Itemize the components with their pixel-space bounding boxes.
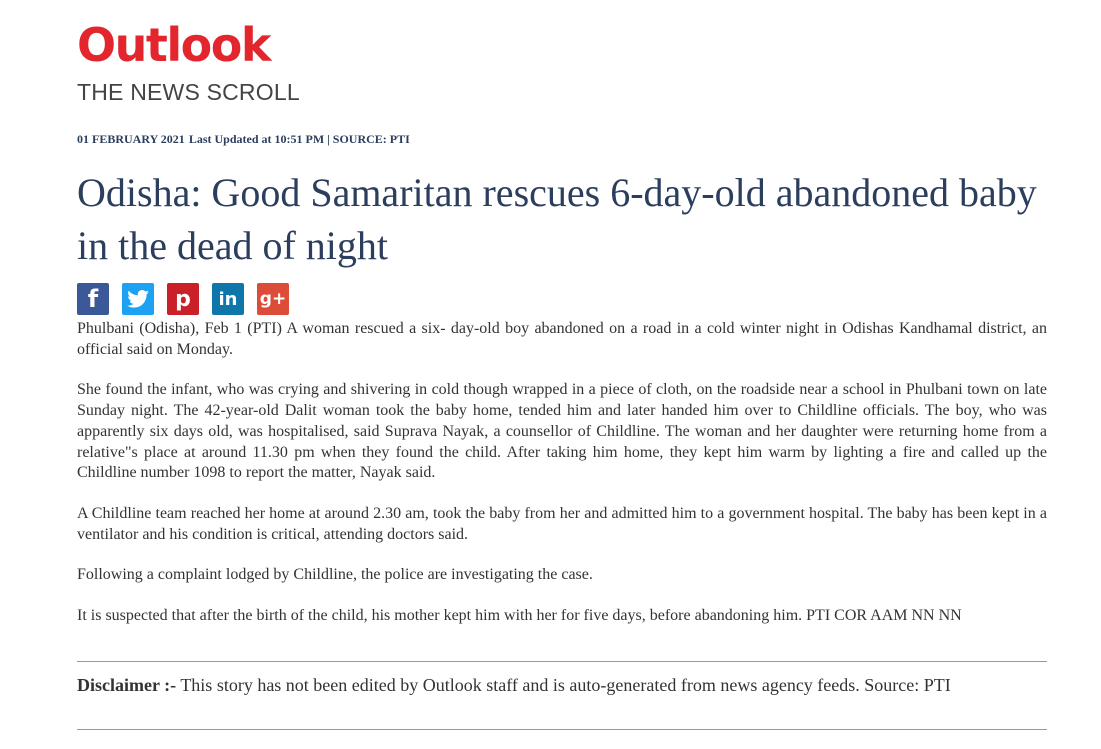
pinterest-icon[interactable]: p bbox=[167, 283, 199, 315]
paragraph: Following a complaint lodged by Childline, the police are investigating the case. bbox=[77, 566, 593, 584]
publish-date: 01 FEBRUARY 2021 bbox=[77, 132, 185, 146]
google-plus-icon[interactable]: g+ bbox=[257, 283, 289, 315]
facebook-icon[interactable]: f bbox=[77, 283, 109, 315]
linkedin-icon[interactable]: in bbox=[212, 283, 244, 315]
share-bar bbox=[77, 283, 289, 315]
updated-source: Last Updated at 10:51 PM | SOURCE: PTI bbox=[188, 132, 410, 146]
article-title: Odisha: Good Samaritan rescues 6-day-old abandoned baby in the dead of night bbox=[77, 170, 1037, 268]
disclaimer bbox=[77, 675, 1047, 696]
article-body bbox=[77, 319, 1047, 647]
disclaimer-label: Disclaimer :- bbox=[77, 675, 177, 695]
disclaimer-text: This story has not been edited by Outlook staff and is auto-generated from news agency feeds. Source: PTI bbox=[176, 675, 951, 695]
divider-top bbox=[77, 661, 1047, 662]
divider-bottom bbox=[77, 729, 1047, 730]
paragraph: She found the infant, who was crying and shivering in cold though wrapped in a piece of cloth, on the roadside near a school in Phulbani town on late Sunday night. The 42-year-old Dalit woman took the baby home, tended him and later handed him over to Childline officials. The boy, who was apparently six days old, was hospitalised, said Suprava Nayak, a counsellor of Childline. The woman and her daughter were returning home from a relative"s place at around 11.30 pm when they found the child. After taking him home, they kept him warm by lighting a fire and called up the Childline number 1098 to report the matter, Nayak said. bbox=[77, 381, 1047, 482]
section-title[interactable]: THE NEWS SCROLL bbox=[77, 79, 300, 105]
paragraph: It is suspected that after the birth of the child, his mother kept him with her for five days, before abandoning him. PTI COR AAM NN NN bbox=[77, 607, 962, 625]
article-meta bbox=[77, 133, 410, 145]
paragraph: Phulbani (Odisha), Feb 1 (PTI) A woman rescued a six- day-old boy abandoned on a road in a cold winter night in Odishas Kandhamal district, an official said on Monday. bbox=[77, 320, 1047, 358]
paragraph: A Childline team reached her home at around 2.30 am, took the baby from her and admitted him to a government hospital. The baby has been kept in a ventilator and his condition is critical, attending doctors said. bbox=[77, 504, 1047, 543]
outlook-logo[interactable]: Outlook bbox=[77, 18, 270, 72]
twitter-icon[interactable] bbox=[122, 283, 154, 315]
